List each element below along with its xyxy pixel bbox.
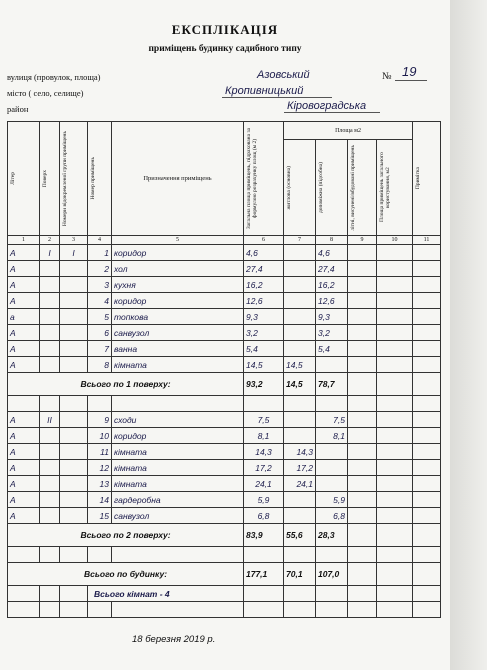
table-row: А І І 1 коридор 4,6 4,6 bbox=[8, 245, 441, 261]
total-floor-2-row: Всього по 2 поверху: 83,9 55,6 28,3 bbox=[8, 524, 441, 547]
column-numbers-row: 1 2 3 4 5 6 7 8 9 10 11 bbox=[8, 236, 441, 245]
header-note: Примітка bbox=[413, 122, 441, 236]
table-row: а 5 топкова 9,3 9,3 bbox=[8, 309, 441, 325]
number-label: № bbox=[382, 71, 392, 82]
city-value: Кропивницький bbox=[225, 85, 304, 97]
table-row: А 14 гардеробна 5,9 5,9 bbox=[8, 492, 441, 508]
explication-table bbox=[7, 121, 441, 618]
header-area-group: Площа м2 bbox=[284, 122, 413, 140]
document-subtitle: приміщень будинку садибного типу bbox=[148, 44, 302, 54]
header-purpose: Призначення приміщень bbox=[112, 122, 244, 236]
table-row: А 2 хол 27,4 27,4 bbox=[8, 261, 441, 277]
number-value: 19 bbox=[402, 64, 417, 79]
header-auxiliary: допоміжна (підсобна) bbox=[316, 140, 348, 236]
table-row: А 6 санвузол 3,2 3,2 bbox=[8, 325, 441, 341]
city-underline bbox=[222, 97, 332, 98]
district-value: Кіровоградська bbox=[287, 100, 367, 112]
table-row: А 3 кухня 16,2 16,2 bbox=[8, 277, 441, 293]
header-common: Площа приміщень загального користування, м2 bbox=[377, 140, 413, 236]
header-total-area: Загальна площа приміщень, підрахована за формулою розрахунку площ (м 2) bbox=[244, 122, 284, 236]
table-row: А 13 кімната 24,1 24,1 bbox=[8, 476, 441, 492]
rooms-total-row: Всього кімнат - 4 bbox=[8, 586, 441, 602]
document-title: ЕКСПЛІКАЦІЯ bbox=[171, 22, 279, 37]
table-row: А 4 коридор 12,6 12,6 bbox=[8, 293, 441, 309]
street-label: вулиця (провулок, площа) bbox=[7, 72, 101, 82]
header-floor: Поверх bbox=[40, 122, 60, 236]
district-label: район bbox=[7, 104, 29, 114]
street-value: Азовський bbox=[257, 69, 310, 81]
header-room-number: Номер приміщень bbox=[88, 122, 112, 236]
number-underline bbox=[395, 80, 427, 81]
total-house-row: Всього по будинку: 177,1 70,1 107,0 bbox=[8, 563, 441, 586]
header-liter: Літер bbox=[8, 122, 40, 236]
document-date: 18 березня 2019 р. bbox=[132, 634, 216, 645]
spacer-row bbox=[8, 547, 441, 563]
table-row: А 10 коридор 8,1 8,1 bbox=[8, 428, 441, 444]
table-row: А 15 санвузол 6,8 6,8 bbox=[8, 508, 441, 524]
spacer-row bbox=[8, 396, 441, 412]
header-living: житлова (основна) bbox=[284, 140, 316, 236]
table-row: А ІІ 9 сходи 7,5 7,5 bbox=[8, 412, 441, 428]
district-underline bbox=[284, 112, 380, 113]
header-group: Номери відокремленої групи приміщень bbox=[60, 122, 88, 236]
spacer-row bbox=[8, 602, 441, 618]
header-summer: літні, висунені/вбудовані приміщень bbox=[348, 140, 377, 236]
table-row: А 7 ванна 5,4 5,4 bbox=[8, 341, 441, 357]
total-floor-1-row: Всього по 1 поверху: 93,2 14,5 78,7 bbox=[8, 373, 441, 396]
table-row: А 8 кімната 14,5 14,5 bbox=[8, 357, 441, 373]
table-row: А 11 кімната 14,3 14,3 bbox=[8, 444, 441, 460]
city-label: місто ( село, селище) bbox=[7, 88, 84, 98]
table-row: А 12 кімната 17,2 17,2 bbox=[8, 460, 441, 476]
page-edge bbox=[450, 0, 487, 670]
